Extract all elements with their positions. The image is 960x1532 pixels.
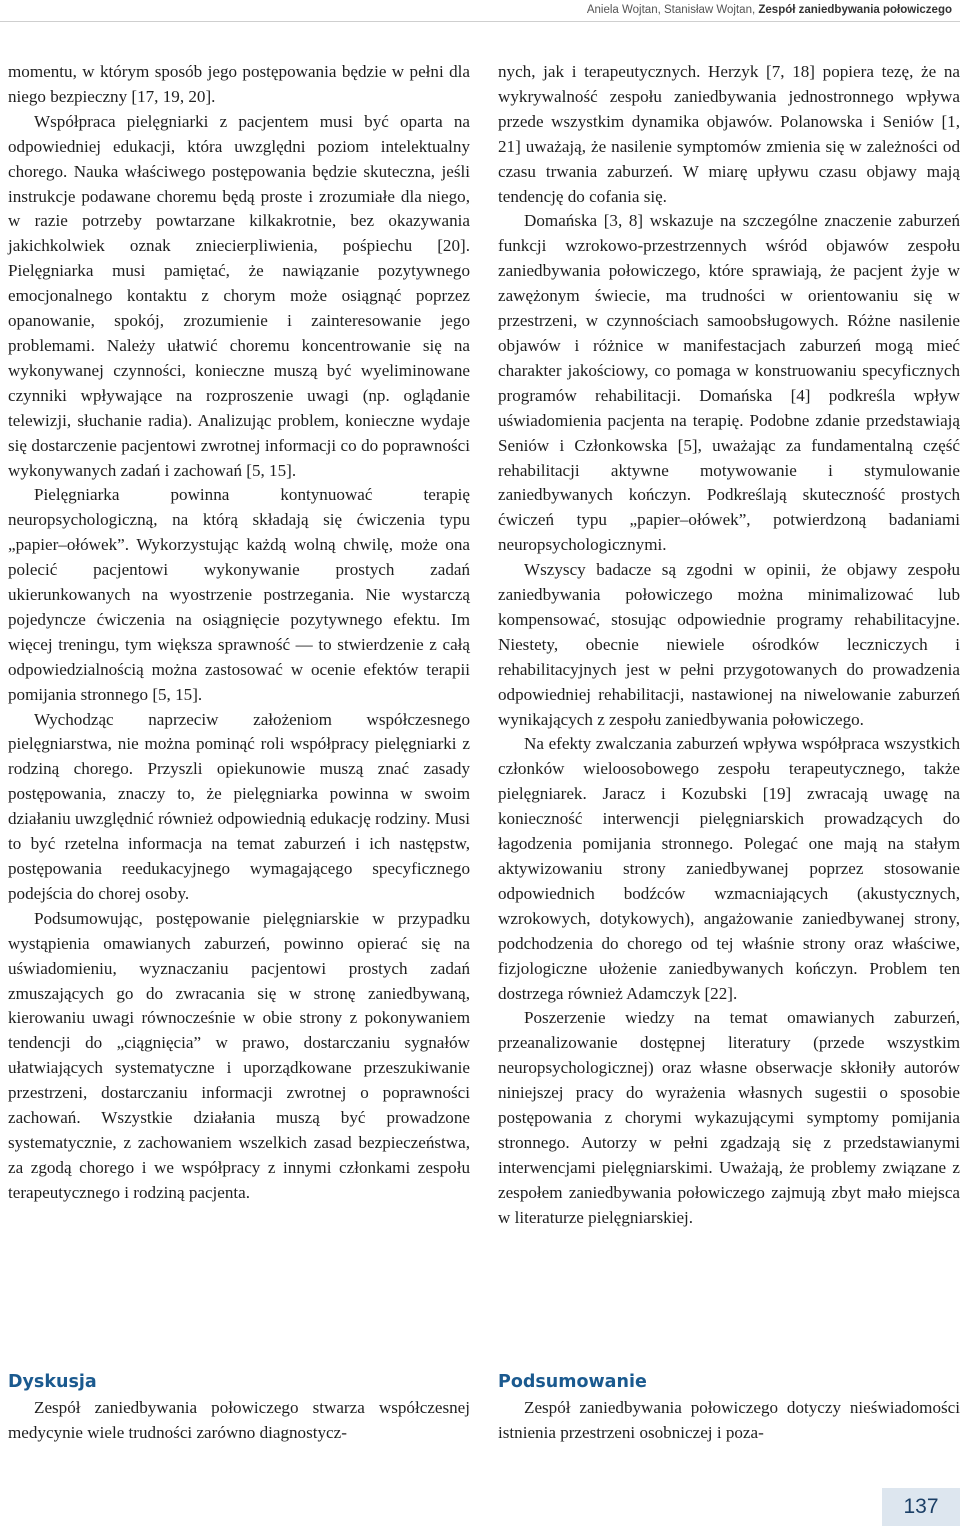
page-number: 137	[882, 1488, 960, 1526]
section-podsumowanie	[498, 1370, 960, 1446]
header-divider	[0, 21, 960, 22]
section-dyskusja	[8, 1370, 470, 1446]
paragraph: Zespół zaniedbywania połowiczego stwarza współczesnej medycynie wiele trudności zarówno diagnostycz-	[8, 1398, 470, 1442]
paragraph: Wszyscy badacze są zgodni w opinii, że objawy zespołu zaniedbywania połowiczego można minimalizować lub kompensować, stosując odpowiednie programy rehabilitacyjne. Niestety, obecnie niewiele ośrodków leczniczych i rehabilitacyjnych jest w pełni przygotowanych do prowadzenia odpowiedniej rehabilitacji, nastawionej na niwelowanie zaburzeń wynikających z zespołu zaniedbywania połowiczego.	[498, 560, 960, 729]
paragraph: Współpraca pielęgniarki z pacjentem musi być oparta na odpowiedniej edukacji, która uwzględni poziom intelektualny chorego. Nauka właściwego postępowania będzie skuteczna, jeśli instrukcje podawane choremu będą proste i zrozumiałe dla niego, w razie potrzeby powtarzane kilkakrotnie, bez okazywania jakichkolwiek oznak zniecierpliwienia, pośpiechu [20]. Pielęgniarka musi pamiętać, że nawiązanie pozytywnego emocjonalnego kontaktu z chorym może osiągnąć poprzez opanowanie, spokój, zrozumienie i zainteresowanie jego problemami. Należy ułatwić choremu koncentrowanie się na wykonywanej czynności, konieczne muszą być wyeliminowane czynniki wpływające na rozproszenie uwagi (np. oglądanie telewizji, słuchanie radia). Analizując problem, konieczne wydaje się dostarczenie pacjentowi zwrotnej informacji co do poprawności wykonywanych zadań i zachowań [5, 15].	[8, 111, 470, 480]
paragraph: Na efekty zwalczania zaburzeń wpływa współpraca wszystkich członków wieloosobowego zespołu terapeutycznego, także pielęgniarek. Jaracz i Kozubski [19] zwracają uwagę na konieczność interwencji pielęgniarskich prowadzących do łagodzenia pomijania stronnego. Polegać one mają na stałym aktywizowaniu strony zaniedbywanej poprzez stosowanie odpowiednich bodźców wzmacniających (akustycznych, wzrokowych, dotykowych), angażowanie zaniedbywanej strony, podchodzenia do chorego od tej właśnie strony oraz właściwe, fizjologiczne ułożenie zaniedbywanych kończyn. Problem ten dostrzega również Adamczyk [22].	[498, 734, 960, 1003]
running-head	[587, 0, 952, 20]
paragraph: Zespół zaniedbywania połowiczego dotyczy nieświadomości istnienia przestrzeni osobniczej i poza-	[498, 1398, 960, 1442]
running-head-authors: Aniela Wojtan, Stanisław Wojtan,	[586, 4, 759, 16]
paragraph: Domańska [3, 8] wskazuje na szczególne znaczenie zaburzeń funkcji wzrokowo-przestrzennych wśród objawów zespołu zaniedbywania połowiczego, które sprawiają, że pacjent żyje w zawężonym świecie, ma trudności w orientowaniu się w przestrzeni, w czynnościach samoobsługowych. Różne nasilenie objawów i różnice w manifestacjach zaburzeń mogą mieć charakter jakościowy, co pomaga w konstruowaniu specyficznych programów rehabilitacji. Domańska [4] podkreśla wpływ uświadomienia pacjenta na terapię. Podobne zdanie przedstawiają Seniów i Członkowska [5], uważając za fundamentalną część rehabilitacji aktywne motywowanie i stymulowanie zaniedbywanych kończyn. Podkreślają skuteczność prostych ćwiczeń typu „papier–ołówek”, potwierdzoną badaniami neuropsychologicznymi.	[498, 211, 960, 555]
right-text-column	[498, 60, 960, 1231]
running-head-title: Zespół zaniedbywania połowiczego	[758, 4, 952, 16]
paragraph: Poszerzenie wiedzy na temat omawianych zaburzeń, przeanalizowanie dostępnej literatury (przede wszystkim neuropsychologicznej) oraz własne obserwacje skłoniły autorów niniejszej pracy do wyrażenia własnych sugestii o sposobie postępowania z chorymi wykazującymi symptomy pomijania stronnego. Autorzy w pełni zgadzają się z przedstawianymi interwencjami pielęgniarskimi. Uważają, że problemy związane z zespołem zaniedbywania połowiczego zajmują zbyt mało miejsca w literaturze pielęgniarskiej.	[498, 1008, 960, 1227]
paragraph: nych, jak i terapeutycznych. Herzyk [7, 18] popiera tezę, że na wykrywalność zespołu zaniedbywania jednostronnego wpływa przede wszystkim dynamika objawów. Polanowska i Seniów [1, 21] uważają, że nasilenie symptomów zmienia się w zależności od czasu trwania zaburzeń. W miarę upływu czasu objawy mają tendencję do cofania się.	[498, 62, 960, 206]
left-text-column	[8, 60, 470, 1206]
paragraph: Podsumowując, postępowanie pielęgniarskie w przypadku wystąpienia omawianych zaburzeń, powinno opierać się na uświadomieniu, wyznaczaniu pacjentowi prostych zadań zmuszających go do zwracania się w stronę zaniedbywaną, kierowaniu uwagi równocześnie w obie strony z pokonywaniem tendencji do „ciągnięcia” w prawo, dostarczaniu sygnałów ułatwiających systematyczne i uporządkowane przeszukiwanie przestrzeni, dostarczaniu informacji zwrotnej o poprawności zachowań. Wszystkie działania muszą być prowadzone systematycznie, z zachowaniem wszelkich zasad bezpieczeństwa, za zgodą chorego i we współpracy z innymi członkami zespołu terapeutycznego i rodziną pacjenta.	[8, 908, 470, 1202]
paragraph: Pielęgniarka powinna kontynuować terapię neuropsychologiczną, na którą składają się ćwiczenia typu „papier–ołówek”. Wykorzystując każdą wolną chwilę, może ona polecić pacjentowi wykonywanie prostych zadań ukierunkowanych na wyostrzenie postrzegania. Nie wystarczą pojedyncze ćwiczenia na osiągnięcie pozytywnego efektu. Im więcej treningu, tym większa sprawność — to stwierdzenie z całą odpowiedzialnością można zastosować w ocenie efektów terapii pomijania stronnego [5, 15].	[8, 485, 470, 704]
paragraph: momentu, w którym sposób jego postępowania będzie w pełni dla niego bezpieczny [17, 19, 20].	[8, 62, 470, 106]
section-heading-podsumowanie: Podsumowanie	[498, 1372, 647, 1392]
paragraph: Wychodząc naprzeciw założeniom współczesnego pielęgniarstwa, nie można pominąć roli współpracy pielęgniarki z rodziną chorego. Przyszli opiekunowie muszą znać zasady postępowania, znaczy to, że pielęgniarka powinna w swoim działaniu uwzględnić również odpowiednią edukację rodziny. Musi to być rzetelna informacja na temat zaburzeń i ich następstw, postępowania reedukacyjnego wymagającego specyficznego podejścia do chorej osoby.	[8, 709, 470, 903]
section-heading-dyskusja: Dyskusja	[8, 1372, 97, 1392]
